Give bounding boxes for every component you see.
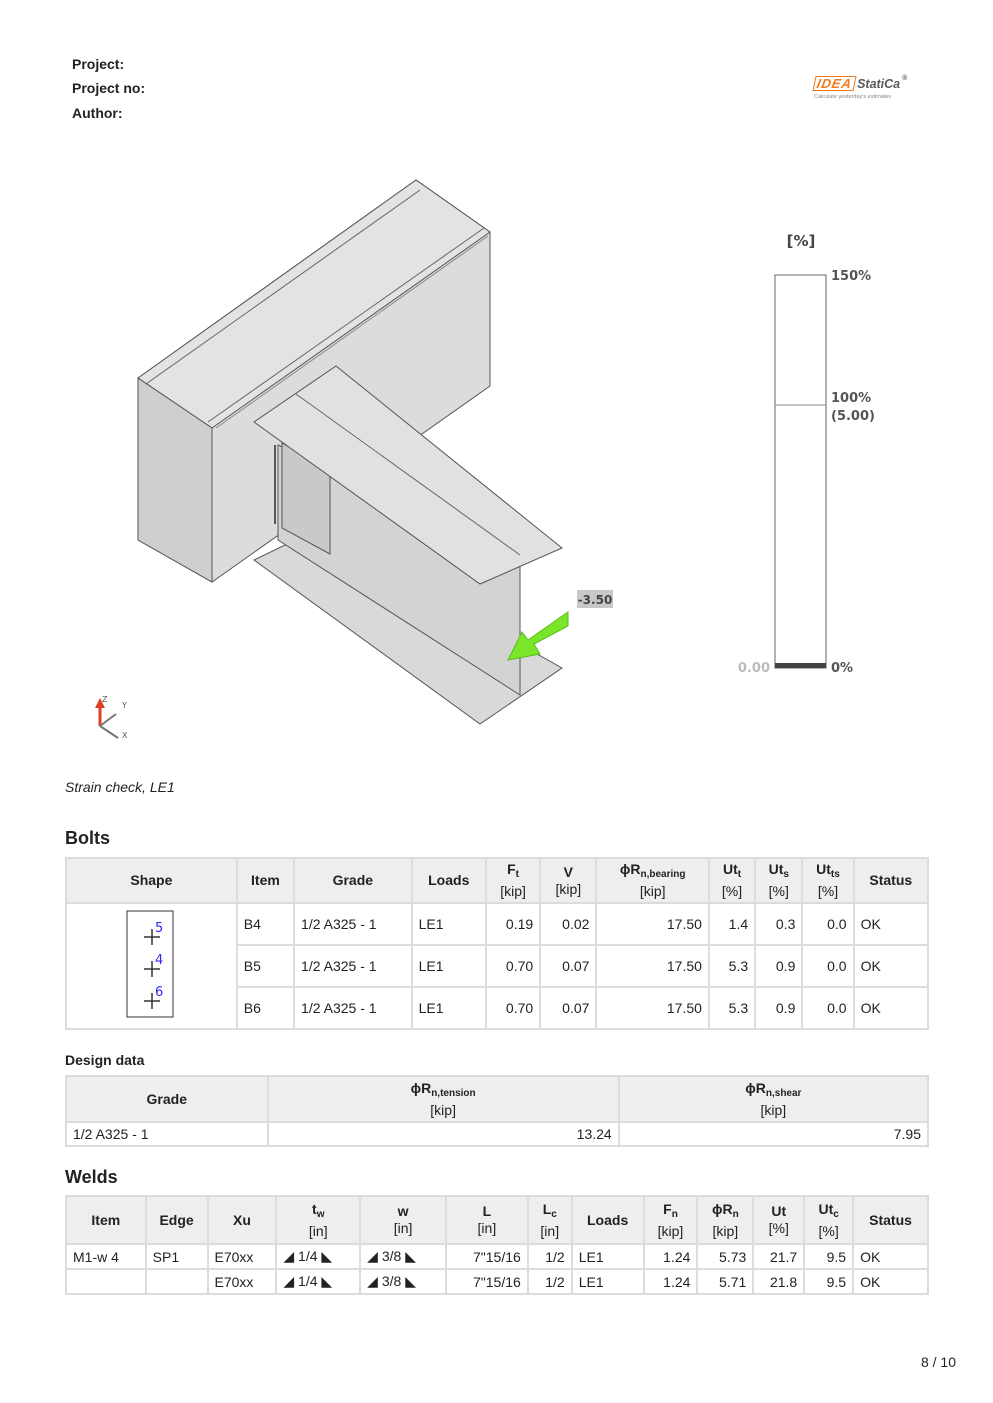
fillet-weld-icon: ◣	[321, 1273, 333, 1289]
col-utc: $Ut_c$ [%]	[804, 1196, 853, 1244]
scale-mid-value: (5.00)	[831, 409, 875, 424]
cell-utc: 9.5	[804, 1244, 853, 1269]
cell-status: OK	[854, 987, 928, 1029]
cell-item: B6	[237, 987, 294, 1029]
cell-utt: 5.3	[709, 945, 755, 987]
cell-grade: 1/2 A325 - 1	[294, 903, 412, 945]
cell-w: ◢ 3/8 ◣	[360, 1269, 446, 1294]
cell-status: OK	[853, 1269, 928, 1294]
project-label: Project:	[72, 56, 125, 72]
cell-edge	[146, 1269, 208, 1294]
cell-ut: 21.8	[753, 1269, 804, 1294]
col-item: Item	[66, 1196, 146, 1244]
cell-status: OK	[853, 1244, 928, 1269]
cell-rn-shear: 7.95	[619, 1122, 928, 1146]
col-utt: $Ut_t$ [%]	[709, 858, 755, 903]
col-ft: $F_t$ [kip]	[486, 858, 540, 903]
logo-mark: IDEA	[812, 76, 856, 91]
col-ut: Ut [%]	[753, 1196, 804, 1244]
cell-rn: 5.73	[697, 1244, 753, 1269]
col-utts: $Ut_{ts}$ [%]	[802, 858, 853, 903]
col-uts: $Ut_s$ [%]	[755, 858, 802, 903]
col-lc: $L_c$ [in]	[528, 1196, 572, 1244]
cell-item: B5	[237, 945, 294, 987]
cell-w: ◢ 3/8 ◣	[360, 1244, 446, 1269]
axis-z-label: Z	[102, 695, 108, 704]
col-xu: Xu	[208, 1196, 277, 1244]
fillet-weld-icon: ◢	[283, 1273, 295, 1289]
page-number: 8 / 10	[920, 1354, 956, 1370]
cell-l: 7"15/16	[446, 1244, 528, 1269]
col-item: Item	[237, 858, 294, 903]
project-no-label: Project no:	[72, 80, 146, 96]
author-label: Author:	[72, 105, 123, 121]
bolts-heading: Bolts	[65, 828, 110, 848]
fillet-weld-icon: ◣	[321, 1248, 333, 1264]
cell-ft: 0.19	[486, 903, 540, 945]
cell-v: 0.07	[540, 987, 596, 1029]
cell-status: OK	[854, 945, 928, 987]
col-status: Status	[853, 1196, 928, 1244]
idea-statica-logo	[814, 75, 924, 101]
scale-min-value: 0.00	[737, 661, 770, 676]
table-row	[66, 1122, 928, 1146]
col-edge: Edge	[146, 1196, 208, 1244]
cell-lc: 1/2	[528, 1244, 572, 1269]
figure-caption: Strain check, LE1	[65, 779, 175, 795]
col-rn-tension: $\phi R_{n,tension}$ [kip]	[268, 1076, 619, 1122]
col-grade: Grade	[66, 1076, 268, 1122]
design-header-row	[66, 1076, 928, 1122]
welds-header-row	[66, 1196, 928, 1244]
cell-utts: 0.0	[802, 945, 853, 987]
fillet-weld-icon: ◢	[283, 1248, 295, 1264]
cell-ft: 0.70	[486, 987, 540, 1029]
fillet-weld-icon: ◣	[405, 1273, 416, 1289]
cell-tw: ◢ 1/4 ◣	[276, 1269, 360, 1294]
load-label: -3.50	[577, 593, 613, 607]
cell-grade: 1/2 A325 - 1	[66, 1122, 268, 1146]
cell-rn-bearing: 17.50	[596, 945, 709, 987]
cell-utts: 0.0	[802, 987, 853, 1029]
bolt-label: 6	[155, 984, 164, 1000]
cell-tw: ◢ 1/4 ◣	[276, 1244, 360, 1269]
design-data-heading: Design data	[65, 1052, 145, 1068]
cell-rn: 5.71	[697, 1269, 753, 1294]
cell-uts: 0.3	[755, 903, 802, 945]
col-fn: $F_n$ [kip]	[644, 1196, 698, 1244]
cell-utts: 0.0	[802, 903, 853, 945]
cell-item: B4	[237, 903, 294, 945]
bolt-label: 4	[155, 952, 164, 968]
scale-unit: [%]	[786, 232, 816, 250]
cell-loads: LE1	[412, 945, 486, 987]
bolt-layout-diagram	[126, 910, 176, 1020]
bolts-header-row	[66, 858, 928, 903]
table-row	[66, 1244, 928, 1269]
bolt-shape-cell	[66, 903, 237, 1029]
cell-uts: 0.9	[755, 987, 802, 1029]
col-rn: $\phi R_n$ [kip]	[697, 1196, 753, 1244]
table-row	[66, 1269, 928, 1294]
table-row	[66, 903, 928, 945]
cell-fn: 1.24	[644, 1269, 698, 1294]
logo-name: StatiCa	[857, 77, 901, 91]
welds-table	[65, 1195, 929, 1295]
cell-utc: 9.5	[804, 1269, 853, 1294]
cell-loads: LE1	[412, 987, 486, 1029]
col-status: Status	[854, 858, 928, 903]
col-rn-shear: $\phi R_{n,shear}$ [kip]	[619, 1076, 928, 1122]
strain-scale-bar	[775, 275, 826, 668]
col-grade: Grade	[294, 858, 412, 903]
cell-v: 0.02	[540, 903, 596, 945]
axis-y-label: Y	[122, 701, 127, 710]
cell-status: OK	[854, 903, 928, 945]
col-rn-bearing: $\phi R_{n,bearing}$ [kip]	[596, 858, 709, 903]
scale-min: 0%	[831, 661, 854, 676]
cell-rn-bearing: 17.50	[596, 903, 709, 945]
cell-utt: 1.4	[709, 903, 755, 945]
cell-loads: LE1	[572, 1269, 644, 1294]
fillet-weld-icon: ◣	[405, 1248, 416, 1264]
scale-mid: 100%	[831, 391, 872, 406]
cell-edge: SP1	[146, 1244, 208, 1269]
col-shape: Shape	[66, 858, 237, 903]
cell-l: 7"15/16	[446, 1269, 528, 1294]
cell-lc: 1/2	[528, 1269, 572, 1294]
cell-rn-bearing: 17.50	[596, 987, 709, 1029]
axis-triad-icon	[95, 695, 128, 740]
fillet-weld-icon: ◢	[367, 1273, 378, 1289]
cell-rn-tension: 13.24	[268, 1122, 619, 1146]
logo-tagline: Calculate yesterday's estimates	[814, 94, 892, 100]
design-data-table	[65, 1075, 929, 1147]
cell-uts: 0.9	[755, 945, 802, 987]
col-v: V [kip]	[540, 858, 596, 903]
cell-item	[66, 1269, 146, 1294]
strain-check-figure	[60, 160, 940, 760]
cell-xu: E70xx	[208, 1244, 277, 1269]
cell-grade: 1/2 A325 - 1	[294, 945, 412, 987]
cell-xu: E70xx	[208, 1269, 277, 1294]
cell-utt: 5.3	[709, 987, 755, 1029]
cell-grade: 1/2 A325 - 1	[294, 987, 412, 1029]
bolts-table	[65, 857, 929, 1030]
fillet-weld-icon: ◢	[367, 1248, 378, 1264]
col-tw: $t_w$ [in]	[276, 1196, 360, 1244]
cell-fn: 1.24	[644, 1244, 698, 1269]
axis-x-label: X	[122, 731, 128, 740]
cell-ut: 21.7	[753, 1244, 804, 1269]
cell-loads: LE1	[412, 903, 486, 945]
connection-3d-view	[60, 160, 940, 760]
logo-reg: ®	[902, 75, 908, 82]
col-loads: Loads	[572, 1196, 644, 1244]
col-l: L [in]	[446, 1196, 528, 1244]
scale-max: 150%	[831, 269, 872, 284]
col-w: w [in]	[360, 1196, 446, 1244]
col-loads: Loads	[412, 858, 486, 903]
cell-loads: LE1	[572, 1244, 644, 1269]
cell-v: 0.07	[540, 945, 596, 987]
cell-ft: 0.70	[486, 945, 540, 987]
bolt-label: 5	[155, 920, 164, 936]
cell-item: M1-w 4	[66, 1244, 146, 1269]
welds-heading: Welds	[65, 1167, 118, 1187]
